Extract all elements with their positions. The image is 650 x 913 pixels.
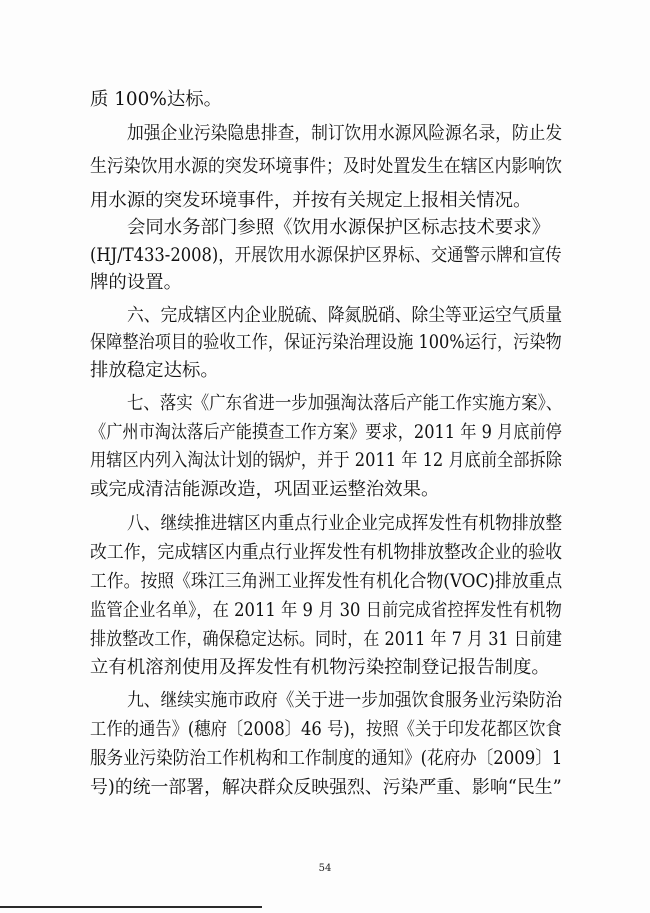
text-line: 监管企业名单》，在 2011 年 9 月 30 日前完成省控挥发性有机物 [90,600,562,621]
text-line: 或完成清洁能源改造，巩固亚运整治效果。 [90,479,440,500]
page-number: 54 [318,863,332,874]
text-line: 质 100%达标。 [90,89,222,110]
text-line: 用水源的突发环境事件，并按有关规定上报相关情况。 [90,190,532,211]
text-line: 九、继续实施市政府《关于进一步加强饮食服务业污染防治 [127,690,563,711]
text-line: 改工作，完成辖区内重点行业挥发性有机物排放整改企业的验收 [90,542,562,563]
text-line: 工作。按照《珠江三角洲工业挥发性有机化合物(VOC)排放重点 [90,571,563,592]
scan-edge-divider [0,906,262,908]
text-line: 会同水务部门参照《饮用水源保护区标志技术要求》 [127,217,550,238]
text-line: 六、完成辖区内企业脱硫、降氮脱硝、除尘等亚运空气质量 [127,305,563,326]
text-line: 《广州市淘汰落后产能摸查工作方案》要求，2011 年 9 月底前停 [90,422,562,443]
text-line: 排放整改工作，确保稳定达标。同时，在 2011 年 7 月 31 日前建 [90,629,562,650]
text-line: 保障整治项目的验收工作，保证污染治理设施 100%运行，污染物 [90,332,562,353]
text-line: 号)的统一部署，解决群众反映强烈、污染严重、影响“民生” [90,777,562,798]
text-line: 立有机溶剂使用及挥发性有机物污染控制登记报告制度。 [90,657,550,678]
text-line: 牌的设置。 [90,272,182,293]
text-line: 生污染饮用水源的突发环境事件；及时处置发生在辖区内影响饮 [90,156,562,177]
text-line: 八、继续推进辖区内重点行业企业完成挥发性有机物排放整 [127,513,563,534]
text-line: 工作的通告》(穗府〔2008〕46 号)，按照《关于印发花都区饮食 [90,719,562,740]
text-line: (HJ/T433-2008)，开展饮用水源保护区界标、交通警示牌和宣传 [90,245,562,266]
text-line: 服务业污染防治工作机构和工作制度的通知》(花府办〔2009〕1 [90,748,563,769]
text-line: 加强企业污染隐患排查，制订饮用水源风险源名录，防止发 [127,123,563,144]
text-line: 用辖区内列入淘汰计划的锅炉，并于 2011 年 12 月底前全部拆除 [90,450,562,471]
text-line: 七、落实《广东省进一步加强淘汰落后产能工作实施方案》、 [127,393,563,414]
text-line: 排放稳定达标。 [90,360,219,381]
